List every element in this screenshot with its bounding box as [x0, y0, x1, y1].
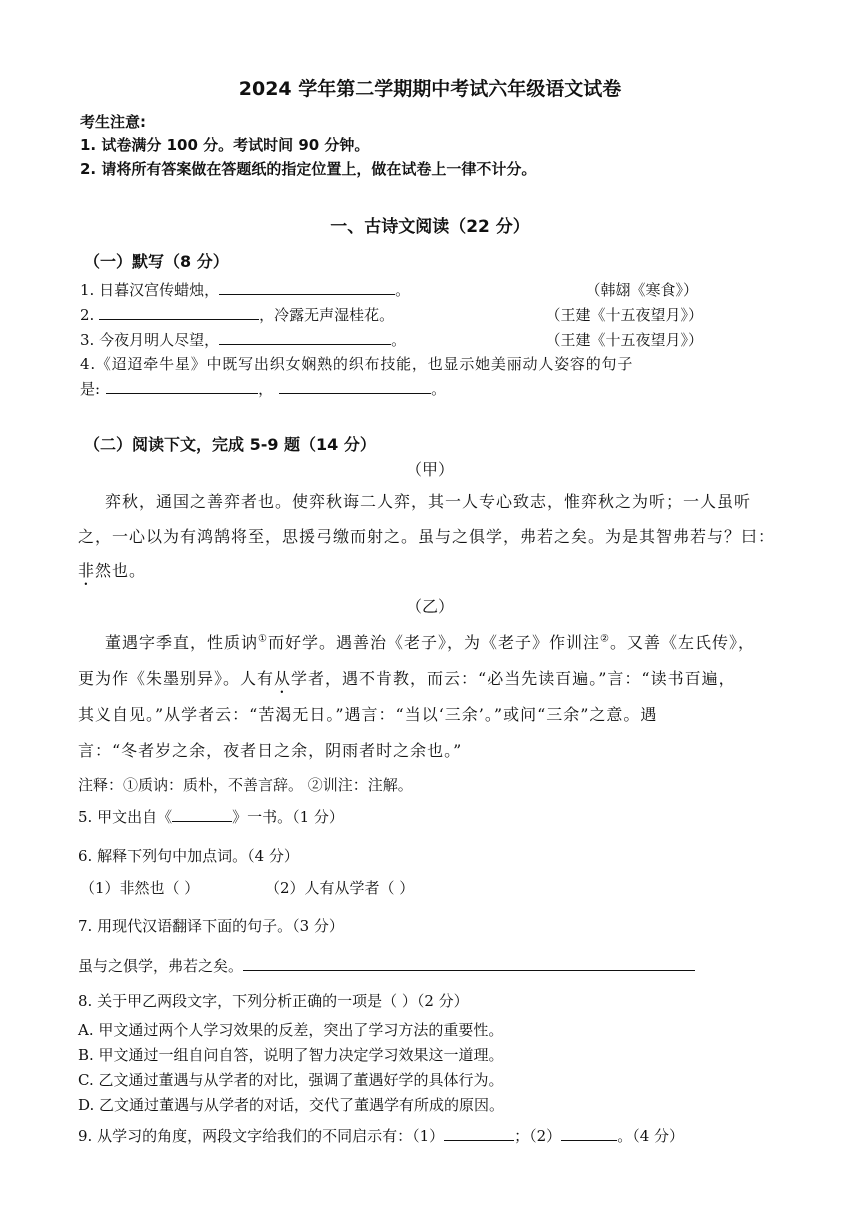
q4-sep: ， [258, 380, 274, 398]
q8-option-a[interactable]: A. 甲文通过两个人学习效果的反差，突出了学习方法的重要性。 [78, 1021, 504, 1039]
passage-b-line1-b: 而好学。遇善治《老子》，为《老子》作训注 [267, 633, 600, 652]
question-8: 8. 关于甲乙两段文字，下列分析正确的一项是（ ）（2 分） [78, 992, 469, 1010]
question-5 [78, 806, 344, 827]
q1-after: 。 [395, 281, 411, 299]
q2-answer-blank[interactable] [99, 305, 259, 320]
q3-before: 3. 今夜月明人尽望， [80, 331, 220, 349]
section-heading: 一、古诗文阅读（22 分） [330, 217, 530, 237]
passage-a-label: （甲） [405, 460, 454, 479]
q1-before: 1. 日暮汉宫传蜡烛， [80, 281, 220, 299]
q9-end: 。（4 分） [617, 1127, 684, 1145]
q7-sentence: 虽与之俱学，弗若之矣。 [78, 957, 244, 975]
notice-title: 考生注意: [80, 113, 146, 131]
q9-answer-blank-2[interactable] [561, 1126, 617, 1141]
passage-a-line3 [78, 558, 146, 589]
passage-b-line2 [78, 666, 736, 697]
passage-b-line2-a: 更为作《朱墨别异》。人有 [78, 669, 275, 688]
passage-b-line1-c: 。又善《左氏传》， [609, 633, 755, 652]
annotation-notes: 注释：①质讷：质朴，不善言辞。 ②训注：注解。 [78, 776, 413, 794]
question-4-line1: 4.《迢迢牵牛星》中既写出织女娴熟的织布技能，也显示她美丽动人姿容的句子 [80, 355, 634, 373]
dotted-word-fei: 非 [78, 561, 96, 580]
q9-mid: ；（2） [514, 1127, 562, 1145]
q6-item-1[interactable]: （1）非然也（ ） [80, 879, 200, 897]
q3-source: （王建《十五夜望月》） [545, 331, 703, 349]
dotted-word-cong: 从 [274, 669, 292, 688]
q4-answer-blank-2[interactable] [279, 379, 431, 394]
question-3 [80, 329, 406, 350]
q7-sentence-line [78, 955, 695, 976]
q2-source: （王建《十五夜望月》） [545, 306, 703, 324]
q4-end: 。 [431, 380, 447, 398]
q5-before: 5. 甲文出自《 [78, 808, 173, 826]
question-2 [80, 304, 394, 325]
part1-heading: （一）默写（8 分） [84, 252, 229, 271]
passage-a-line1: 弈秋，通国之善弈者也。使弈秋诲二人弈，其一人专心致志，惟弈秋之为听；一人虽听 [105, 492, 752, 511]
note-mark-2: ② [600, 633, 610, 645]
note-mark-1: ① [258, 633, 268, 645]
q8-option-d[interactable]: D. 乙文通过董遇与从学者的对话，交代了董遇学有所成的原因。 [78, 1096, 505, 1114]
notice-item-1: 1. 试卷满分 100 分。考试时间 90 分钟。 [80, 136, 370, 154]
q4-answer-blank-1[interactable] [106, 379, 258, 394]
passage-b-line1-a: 董遇字季直，性质讷 [105, 633, 259, 652]
part2-heading: （二）阅读下文，完成 5-9 题（14 分） [84, 435, 376, 454]
q8-option-b[interactable]: B. 甲文通过一组自问自答，说明了智力决定学习效果这一道理。 [78, 1046, 504, 1064]
passage-b-line2-b: 学者，遇不肯教，而云：“必当先读百遍。”言：“读书百遍， [291, 669, 736, 688]
q9-text: 9. 从学习的角度，两段文字给我们的不同启示有：（1） [78, 1127, 445, 1145]
passage-a-line2: 之，一心以为有鸿鹄将至，思援弓缴而射之。虽与之俱学，弗若之矣。为是其智弗若与？曰： [78, 527, 776, 546]
passage-b-line1 [105, 630, 755, 653]
passage-a-line3-rest: 然也。 [95, 561, 147, 580]
q4-prefix: 是: [80, 380, 101, 398]
question-6: 6. 解释下列句中加点词。（4 分） [78, 847, 299, 865]
question-7: 7. 用现代汉语翻译下面的句子。（3 分） [78, 917, 344, 935]
q3-after: 。 [391, 331, 407, 349]
passage-b-label: （乙） [405, 597, 454, 616]
q6-item-2[interactable]: （2）人有从学者（ ） [265, 879, 415, 897]
q5-answer-blank[interactable] [172, 807, 232, 822]
q5-after: 》一书。（1 分） [232, 808, 344, 826]
notice-item-2: 2. 请将所有答案做在答题纸的指定位置上，做在试卷上一律不计分。 [80, 160, 537, 178]
q2-after: ，冷露无声湿桂花。 [259, 306, 395, 324]
question-4-line2 [80, 378, 446, 399]
q1-answer-blank[interactable] [219, 280, 395, 295]
q8-option-c[interactable]: C. 乙文通过董遇与从学者的对比，强调了董遇好学的具体行为。 [78, 1071, 504, 1089]
passage-b-line4: 言：“冬者岁之余，夜者日之余，阴雨者时之余也。” [78, 741, 463, 760]
passage-b-line3: 其义自见。”从学者云：“苦渴无日。”遇言：“当以‘三余’。”或问“三余”之意。遇 [78, 705, 658, 724]
q7-answer-blank[interactable] [243, 956, 695, 971]
question-1 [80, 279, 410, 300]
q9-answer-blank-1[interactable] [444, 1126, 514, 1141]
question-9 [78, 1125, 684, 1146]
q2-before: 2. [80, 306, 100, 324]
q1-source: （韩翃《寒食》） [585, 281, 698, 299]
q3-answer-blank[interactable] [219, 330, 391, 345]
exam-title: 2024 学年第二学期期中考试六年级语文试卷 [238, 78, 622, 100]
